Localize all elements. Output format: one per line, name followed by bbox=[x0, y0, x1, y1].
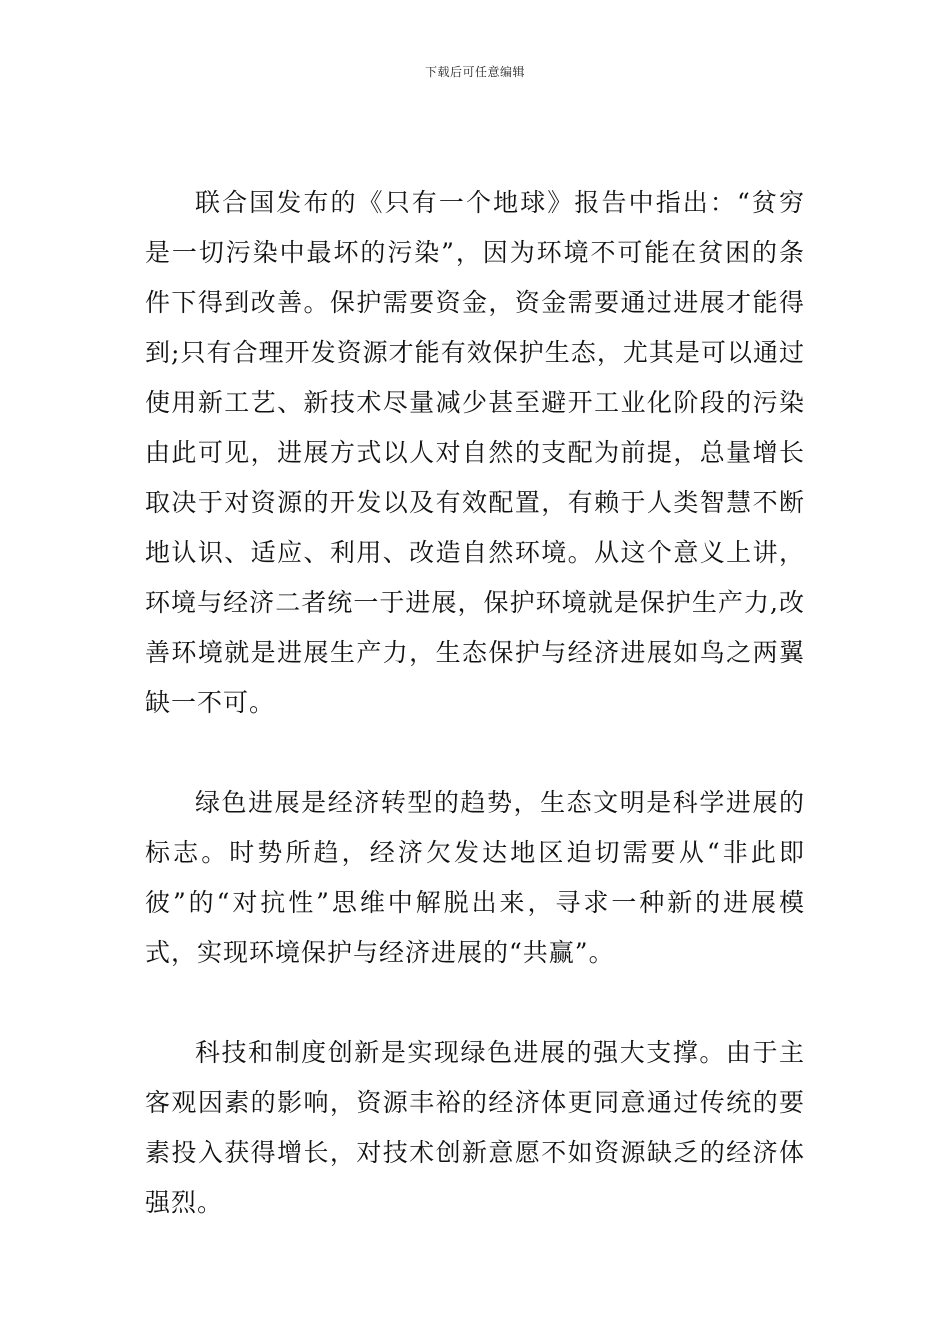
paragraph-2: 绿色进展是经济转型的趋势，生态文明是科学进展的标志。时势所趋，经济欠发达地区迫切需要从“非此即彼”的“对抗性”思维中解脱出来，寻求一种新的进展模式，实现环境保护与经济进展的“共赢”。 bbox=[145, 788, 805, 967]
page-header-note: 下载后可任意编辑 bbox=[424, 65, 525, 79]
paragraph-1: 联合国发布的《只有一个地球》报告中指出：“贫穷是一切污染中最坏的污染”，因为环境不可能在贫困的条件下得到改善。保护需要资金，资金需要通过进展才能得到;只有合理开发资源才能有效保护生态，尤其是可以通过使用新工艺、新技术尽量减少甚至避开工业化阶段的污染由此可见，进展方式以人对自然的支配为前提，总量增长取决于对资源的开发以及有效配置，有赖于人类智慧不断地认识、适应、利用、改造自然环境。从这个意义上讲，环境与经济二者统一于进展，保护环境就是保护生产力,改善环境就是进展生产力，生态保护与经济进展如鸟之两翼缺一不可。 bbox=[145, 188, 805, 717]
document-body bbox=[145, 178, 805, 1228]
paragraph-3: 科技和制度创新是实现绿色进展的强大支撑。由于主客观因素的影响，资源丰裕的经济体更同意通过传统的要素投入获得增长，对技术创新意愿不如资源缺乏的经济体强烈。 bbox=[145, 1038, 805, 1217]
